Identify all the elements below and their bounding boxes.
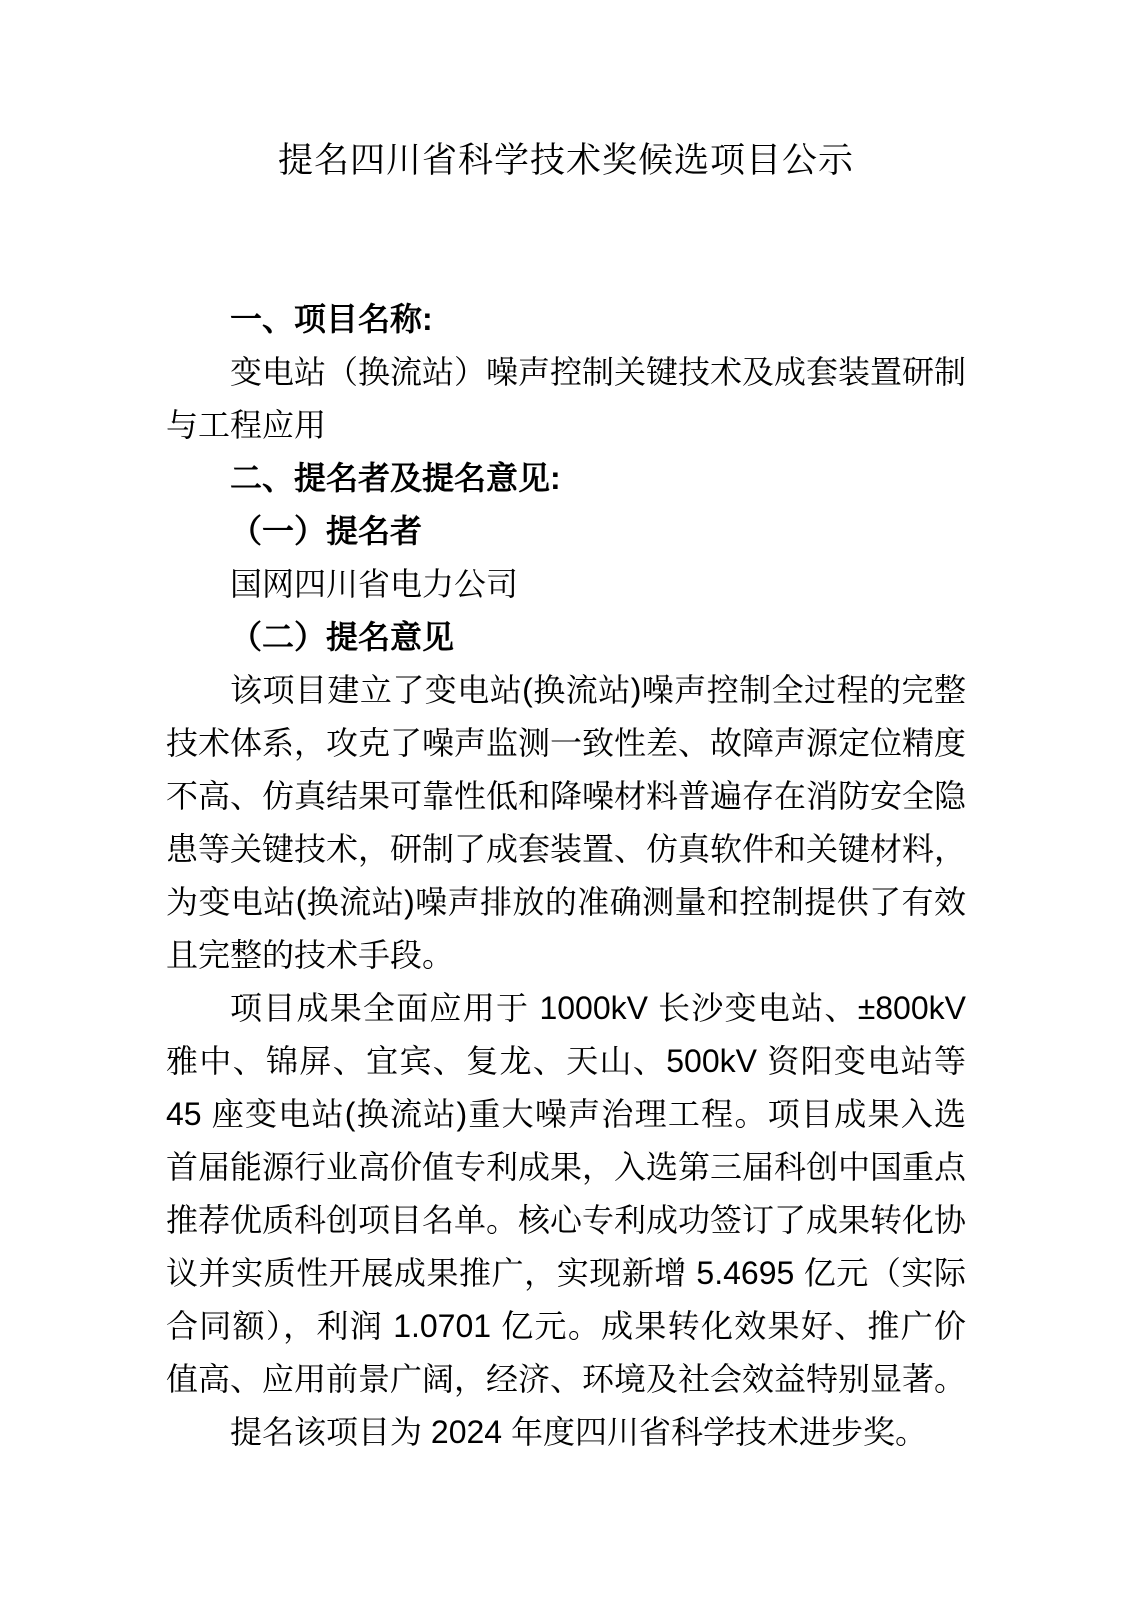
opinion-subheading: （二）提名意见 <box>230 619 455 655</box>
section-2-heading: 二、提名者及提名意见: <box>230 460 561 496</box>
project-name-text: 变电站（换流站）噪声控制关键技术及成套装置研制与工程应用 <box>166 354 967 443</box>
opinion-paragraph-2: 项目成果全面应用于 1000kV 长沙变电站、±800kV 雅中、锦屏、宜宾、复龙、天山、500kV 资阳变电站等 45 座变电站(换流站)重大噪声治理工程。项目成果入选首届能源行业高价值专利成果，入选第三届科创中国重点推荐优质科创项目名单。核心专利成功签订了成果转化协议并实质性开展成果推广，实现新增 5.4695 亿元（实际合同额），利润 1.0701 亿元。成果转化效果好、推广价值高、应用前景广阔，经济、环境及社会效益特别显著。 <box>166 990 967 1397</box>
nominator-name-text: 国网四川省电力公司 <box>230 566 519 602</box>
nominator-subheading: （一）提名者 <box>230 513 423 549</box>
opinion-paragraph-1: 该项目建立了变电站(换流站)噪声控制全过程的完整技术体系，攻克了噪声监测一致性差、故障声源定位精度不高、仿真结果可靠性低和降噪材料普遍存在消防安全隐患等关键技术，研制了成套装置、仿真软件和关键材料，为变电站(换流站)噪声排放的准确测量和控制提供了有效且完整的技术手段。 <box>166 672 967 973</box>
section-1-heading: 一、项目名称: <box>230 301 433 337</box>
document-title: 提名四川省科学技术奖候选项目公示 <box>277 141 854 180</box>
opinion-paragraph-3: 提名该项目为 2024 年度四川省科学技术进步奖。 <box>230 1414 927 1450</box>
